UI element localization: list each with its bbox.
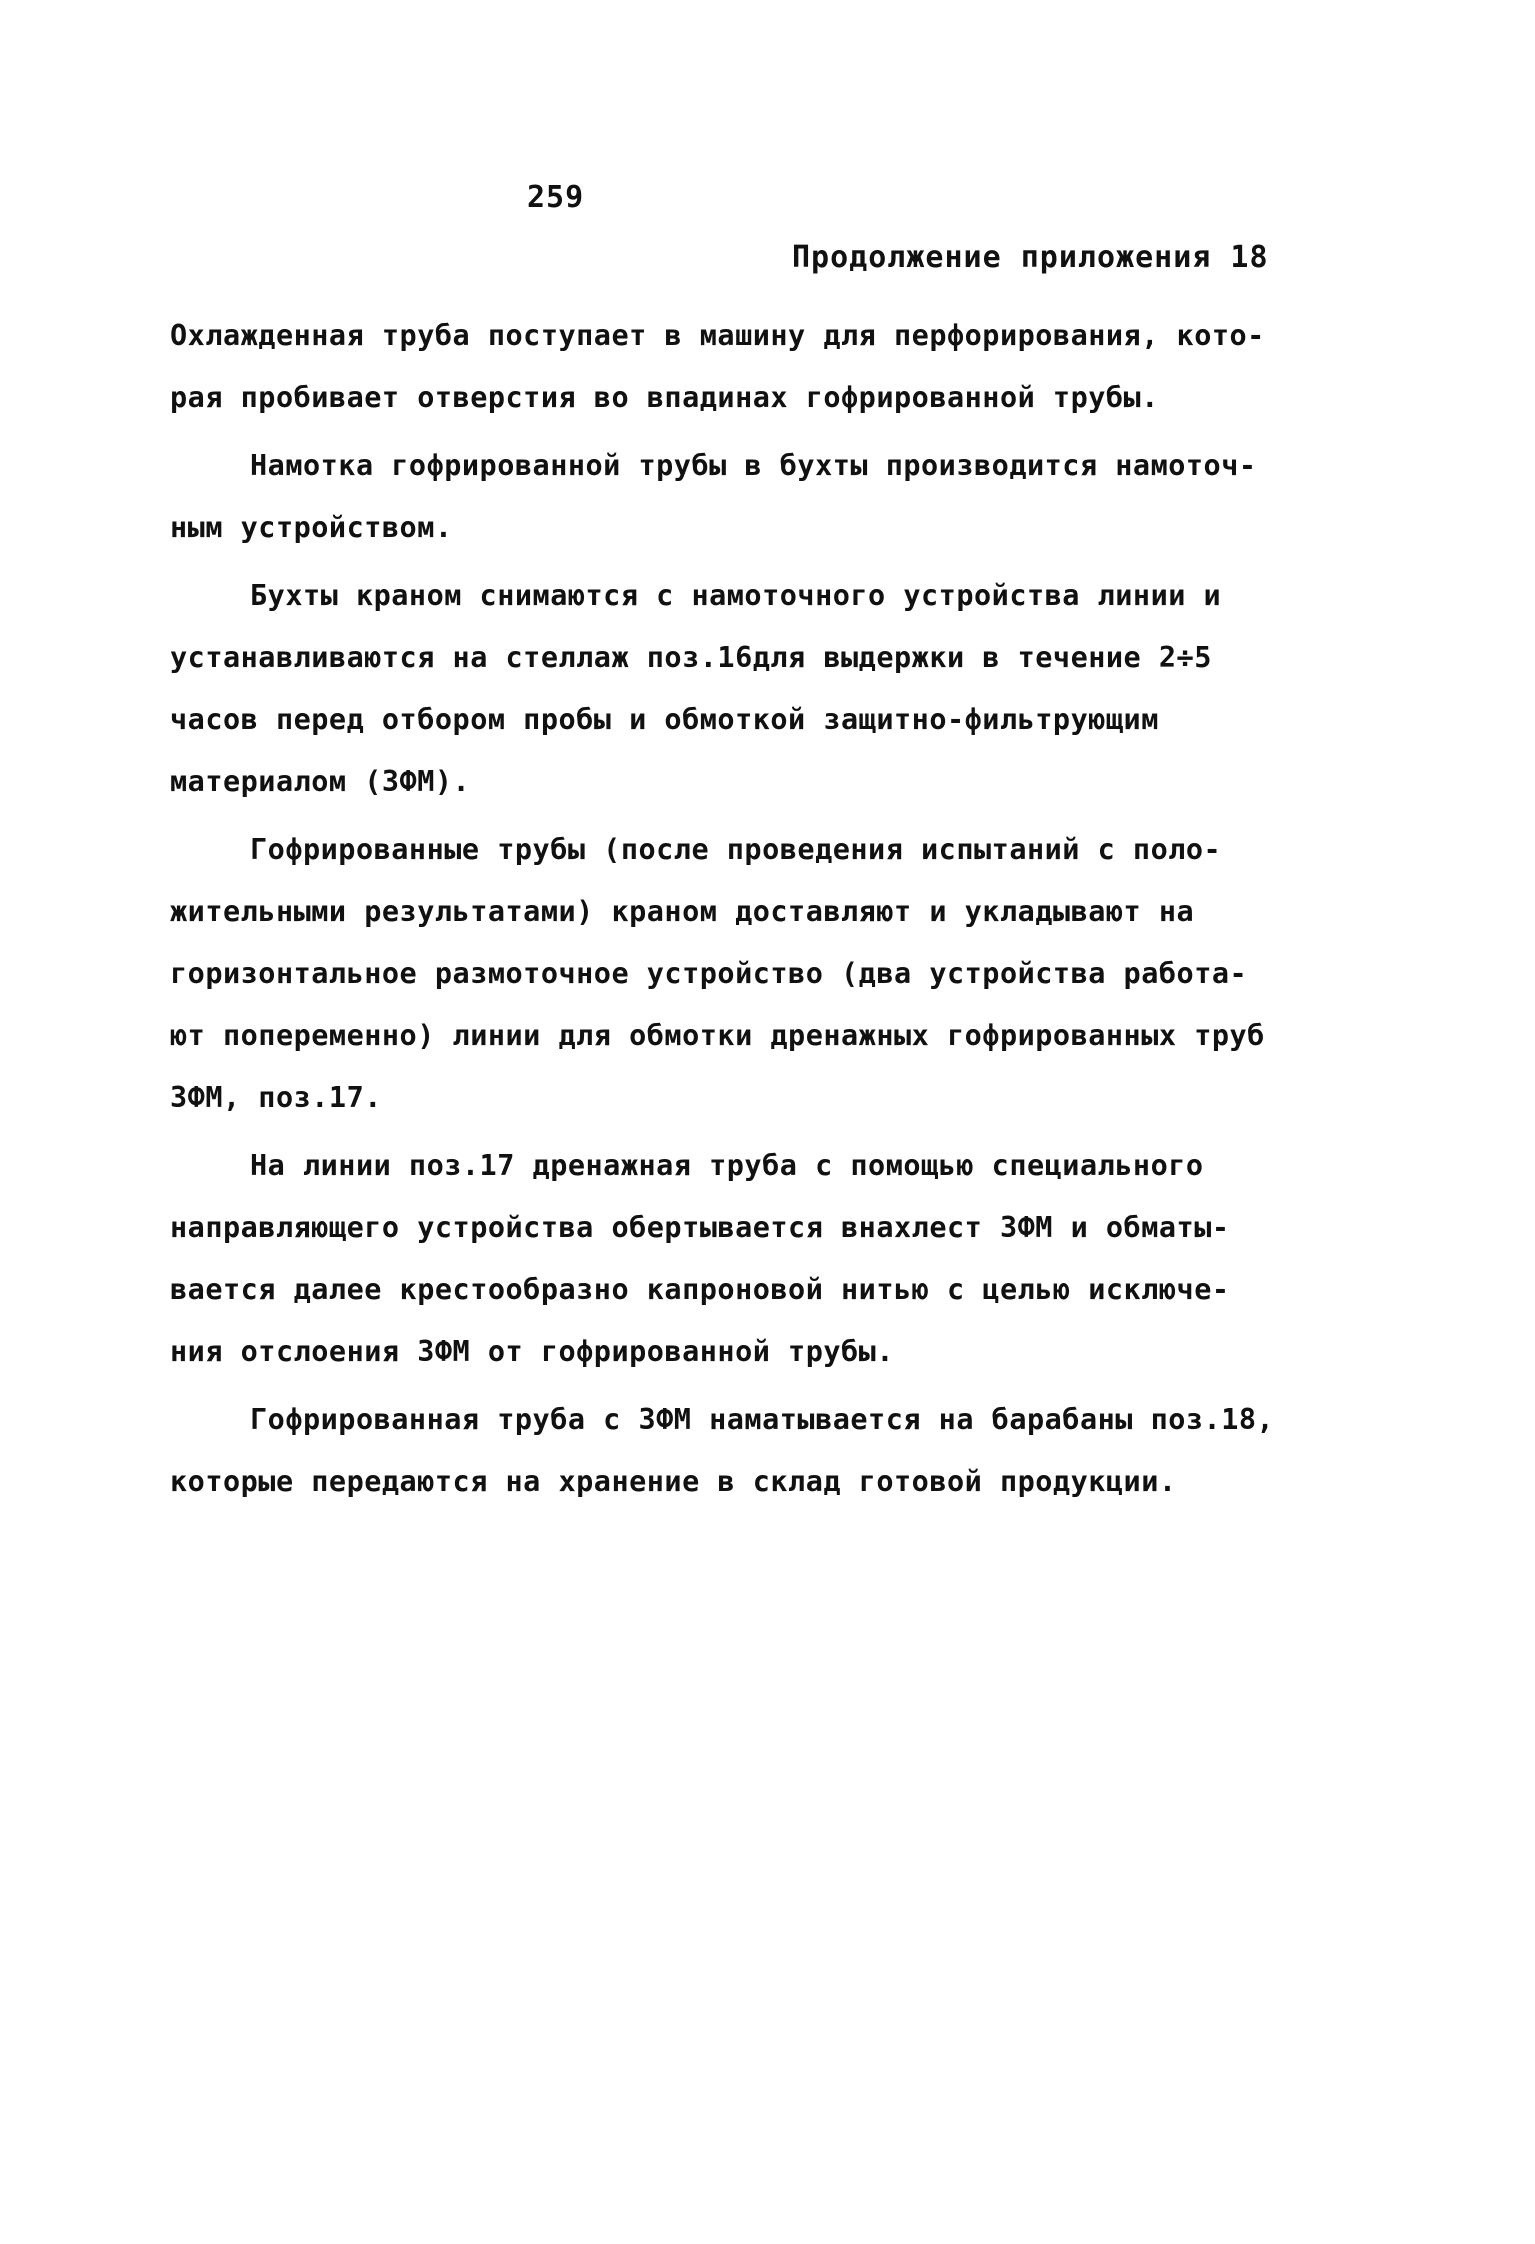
text-line: Бухты краном снимаются с намоточного устройства линии и bbox=[250, 579, 1222, 612]
text-line: Намотка гофрированной трубы в бухты производится намоточ- bbox=[250, 449, 1257, 482]
page-number: 259 bbox=[527, 180, 585, 215]
appendix-continuation-note: Продолжение приложения 18 bbox=[792, 240, 1269, 275]
text-line: направляющего устройства обертывается внахлест ЗФМ и обматы- bbox=[170, 1211, 1230, 1244]
text-line: материалом (ЗФМ). bbox=[170, 765, 471, 798]
text-line: горизонтальное размоточное устройство (два устройства работа- bbox=[170, 957, 1248, 990]
body-text bbox=[170, 305, 1380, 1519]
paragraph bbox=[170, 435, 1380, 559]
text-line: Гофрированная труба с ЗФМ наматывается на барабаны поз.18, bbox=[250, 1403, 1275, 1436]
text-line: часов перед отбором пробы и обмоткой защитно-фильтрующим bbox=[170, 703, 1159, 736]
text-line: жительными результатами) краном доставляют и укладывают на bbox=[170, 895, 1195, 928]
text-line: Гофрированные трубы (после проведения испытаний с поло- bbox=[250, 833, 1222, 866]
text-line: ным устройством. bbox=[170, 511, 453, 544]
text-line: ют попеременно) линии для обмотки дренажных гофрированных труб bbox=[170, 1019, 1265, 1052]
paragraph bbox=[170, 565, 1380, 813]
text-line: вается далее крестообразно капроновой нитью с целью исключе- bbox=[170, 1273, 1230, 1306]
paragraph bbox=[170, 1135, 1380, 1383]
paragraph bbox=[170, 1389, 1380, 1513]
text-line: которые передаются на хранение в склад готовой продукции. bbox=[170, 1465, 1177, 1498]
text-line: Охлажденная труба поступает в машину для перфорирования, кото- bbox=[170, 319, 1265, 352]
text-line: ния отслоения ЗФМ от гофрированной трубы. bbox=[170, 1335, 894, 1368]
text-line: рая пробивает отверстия во впадинах гофрированной трубы. bbox=[170, 381, 1159, 414]
text-line: устанавливаются на стеллаж поз.16для выдержки в течение 2÷5 bbox=[170, 641, 1212, 674]
paragraph bbox=[170, 305, 1380, 429]
text-line: ЗФМ, поз.17. bbox=[170, 1081, 382, 1114]
text-line: На линии поз.17 дренажная труба с помощью специального bbox=[250, 1149, 1204, 1182]
paragraph bbox=[170, 819, 1380, 1129]
